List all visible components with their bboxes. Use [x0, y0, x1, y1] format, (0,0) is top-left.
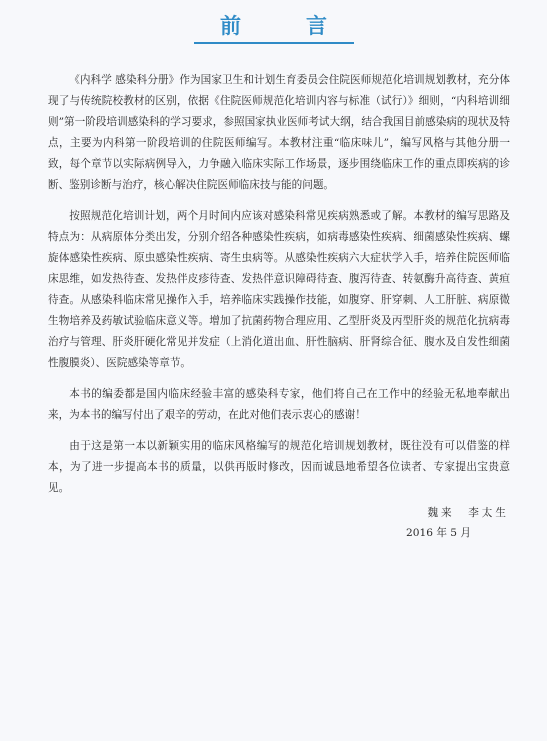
signature-date: 2016 年 5 月 — [406, 527, 471, 539]
paragraph-3: 本书的编委都是国内临床经验丰富的感染科专家，他们将自己在工作中的经验无私地奉献出来，为本书的编写付出了艰辛的劳动，在此对他们表示衷心的感谢！ — [48, 388, 510, 421]
paragraph-2: 按照规范化培训计划，两个月时间内应该对感染科常见疾病熟悉或了解。本教材的编写思路及特点为：从病原体分类出发，分别介绍各种感染性疾病，如病毒感染性疾病、细菌感染性疾病、螺旋体感染性疾病、原虫感染性疾病、寄生虫病等。从感染性疾病六大症状学入手，培养住院医师临床思维，如发热待查、发热伴皮疹待查、发热伴意识障碍待查、腹泻待查、转氨酶升高待查、黄疸待查。从感染科临床常见操作入手，培养临床实践操作技能，如腹穿、肝穿刺、人工肝脏、病原微生物培养及药敏试验临床意义等。增加了抗菌药物合理应用、乙型肝炎及丙型肝炎的规范化抗病毒治疗与管理、肝炎肝硬化常见并发症（上消化道出血、肝性脑病、肝肾综合征、腹水及自发性细菌性腹膜炎）、医院感染等章节。 — [48, 210, 510, 369]
paragraph-1: 《内科学 感染科分册》作为国家卫生和计划生育委员会住院医师规范化培训规划教材，充分体现了与传统院校教材的区别，依据《住院医师规范化培训内容与标准（试行）》细则，“内科培训细则”第一阶段培训感染科的学习要求，参照国家执业医师考试大纲，结合我国目前感染病的现状及特点，主要为内科第一阶段培训的住院医师编写。本教材注重“临床味儿”，编写风格与其他分册一致，每个章节以实际病例导入，力争融入临床实际工作场景，逐步围绕临床工作的重点即疾病的诊断、鉴别诊断与治疗，核心解决住院医师临床技与能的问题。 — [48, 74, 510, 191]
signature-block — [406, 503, 509, 543]
header-band — [0, 0, 547, 58]
author-names: 魏来 李太生 — [427, 507, 509, 519]
page-title: 前 言 — [220, 14, 349, 38]
preface-body — [48, 70, 510, 509]
title-underline — [194, 42, 354, 44]
paragraph-4: 由于这是第一本以新颖实用的临床风格编写的规范化培训规划教材，既往没有可以借鉴的样本，为了进一步提高本书的质量，以供再版时修改，因而诚恳地希望各位读者、专家提出宝贵意见。 — [48, 440, 510, 494]
